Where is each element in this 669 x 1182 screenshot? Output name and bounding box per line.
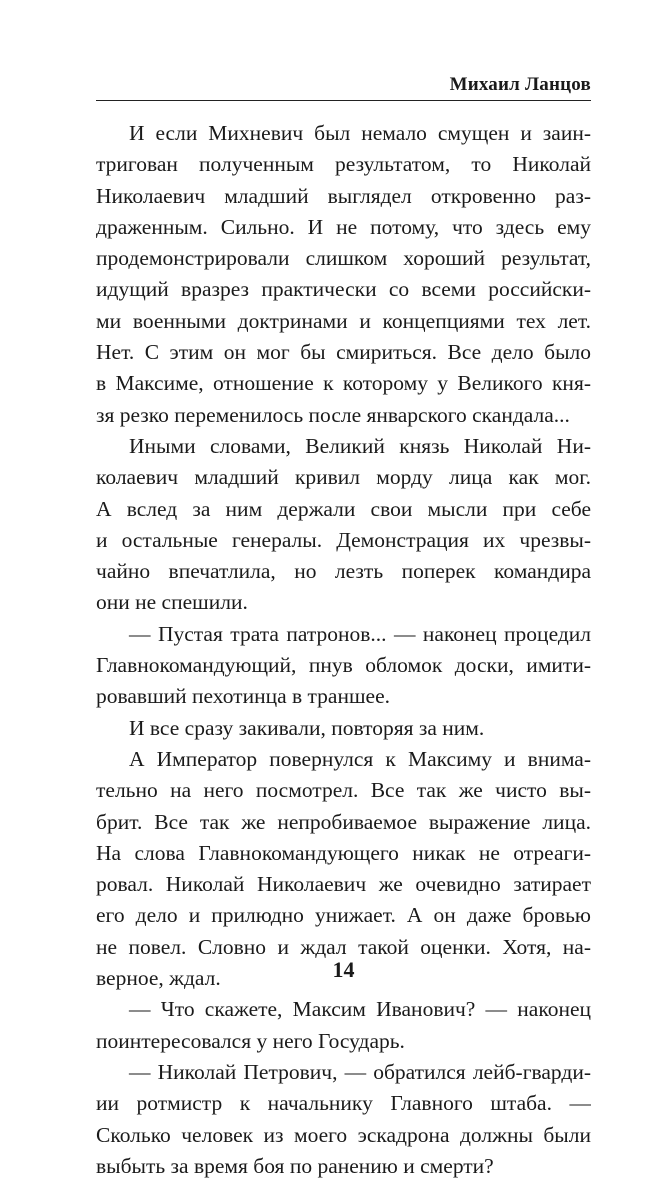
text-line: — Что скажете, Максим Иванович? — наконец (129, 997, 591, 1022)
text-line: выбыть за время боя по ранению и смерти? (96, 1153, 494, 1178)
text-line: Николаевич младший выглядел откровенно раз- (96, 183, 591, 208)
page-number: 14 (332, 957, 355, 982)
text-line: верное, ждал. (96, 966, 221, 991)
text-line: ми военными доктринами и концепциями тех лет. (96, 308, 591, 333)
text-line: Иными словами, Великий князь Николай Ни- (129, 433, 591, 458)
body-text (96, 118, 591, 1182)
text-line: драженным. Сильно. И не потому, что здесь ему (96, 214, 591, 239)
text-line: тельно на него посмотрел. Все так же чисто вы- (96, 778, 591, 803)
text-line: Главнокомандующий, пнув обломок доски, имити- (96, 653, 591, 678)
text-line: — Пустая трата патронов... — наконец процедил (129, 621, 591, 646)
text-line: брит. Все так же непробиваемое выражение лица. (96, 809, 591, 834)
header-rule (96, 100, 591, 101)
text-line: его дело и прилюдно унижает. А он даже бровью (96, 903, 591, 928)
text-line: поинтересовался у него Государь. (96, 1028, 405, 1053)
text-line: идущий вразрез практически со всеми российски- (96, 277, 591, 302)
text-line: в Максиме, отношение к которому у Великого кня- (96, 371, 591, 396)
text-line: тригован полученным результатом, то Николай (96, 152, 591, 177)
text-line: Сколько человек из моего эскадрона должны были (96, 1122, 591, 1147)
text-line: На слова Главнокомандующего никак не отреаги- (96, 840, 591, 865)
text-line: ии ротмистр к начальнику Главного штаба. — (96, 1091, 591, 1116)
text-line: и остальные генералы. Демонстрация их чрезвы- (96, 527, 591, 552)
text-line: ровал. Николай Николаевич же очевидно затирает (96, 872, 591, 897)
text-line: зя резко переменилось после январского скандала... (96, 402, 570, 427)
text-line: ровавший пехотинца в траншее. (96, 684, 390, 709)
text-line: А Император повернулся к Максиму и внима- (129, 746, 591, 771)
text-line: А вслед за ним держали свои мысли при себе (96, 496, 591, 521)
text-line: И все сразу закивали, повторяя за ним. (129, 715, 485, 740)
text-line: колаевич младший кривил морду лица как мог. (96, 465, 591, 490)
text-line: И если Михневич был немало смущен и заин- (129, 121, 591, 145)
running-head-author: Михаил Ланцов (449, 74, 591, 95)
text-line: чайно впечатлила, но лезть поперек командира (96, 559, 591, 584)
text-line: не повел. Словно и ждал такой оценки. Хотя, на- (96, 934, 591, 959)
text-line: — Николай Петрович, — обратился лейб-гварди- (129, 1059, 591, 1084)
text-line: Нет. С этим он мог бы смириться. Все дело было (96, 340, 591, 365)
text-line: продемонстрировали слишком хороший результат, (96, 246, 591, 271)
text-line: они не спешили. (96, 590, 248, 615)
